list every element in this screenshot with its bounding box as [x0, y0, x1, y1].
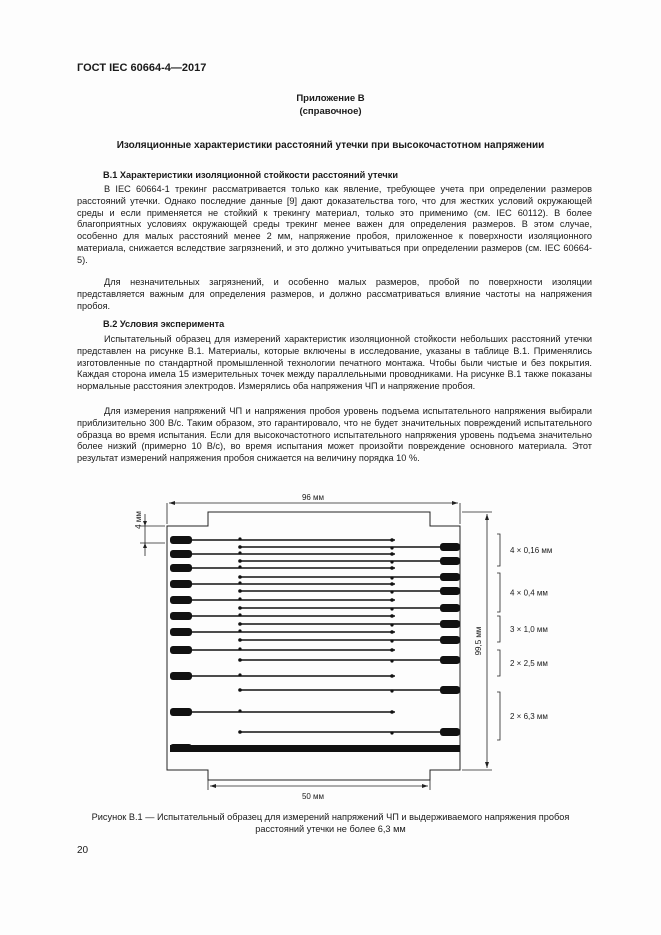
- standard-header: ГОСТ IEC 60664-4—2017: [77, 62, 207, 74]
- group-label: 3 × 1,0 мм: [510, 625, 548, 634]
- section-heading-b2: В.2 Условия эксперимента: [103, 319, 225, 329]
- electrode-row: [238, 543, 460, 551]
- electrode-row: [170, 612, 395, 620]
- section-heading-b1: В.1 Характеристики изоляционной стойкости расстояний утечки: [103, 170, 398, 180]
- paragraph: Для незначительных загрязнений, и особенно малых размеров, пробой по поверхности изоляции представляется важным для определения размеров, и должно рассматриваться влияние частоты на напряжения пробоя.: [77, 277, 592, 311]
- dim-top-width: 96 мм: [301, 493, 325, 502]
- electrode-row: [238, 604, 460, 612]
- electrode-row: [238, 636, 460, 644]
- group-brace: [497, 650, 548, 676]
- group-brace: [497, 692, 548, 740]
- figure-caption: [0, 811, 661, 835]
- electrode-row: [238, 656, 460, 664]
- electrode-row: [170, 536, 395, 544]
- electrode-row: [170, 596, 395, 604]
- dim-bottom-width: 50 мм: [301, 792, 325, 801]
- group-brace: [497, 573, 548, 612]
- caption-line-1: Рисунок В.1 — Испытательный образец для измерений напряжений ЧП и выдерживаемого напряжения пробоя: [91, 812, 570, 822]
- group-braces: [497, 534, 552, 740]
- group-brace: [497, 534, 552, 566]
- paragraph: В IEC 60664-1 трекинг рассматривается только как явление, требующее учета при определении размеров расстояний утечки. Однако последние данные [9] дают доказательства того, что для жестких условий окружающей среды и если применяется не стойкий к трекингу материал, только это применимо (см. IEC 60112). В более благоприятных условиях окружающей среды трекинг менее важен для определения размеров. В этом случае, особенно для малых расстояний менее 2 мм, напряжение пробоя, приложенное к поверхности изоляционного материала, снижается вследствие загрязнений, и это должно учитываться при определении размеров (см. IEC 60664-5).: [77, 184, 592, 265]
- electrode-row: [170, 672, 395, 680]
- electrode-row: [238, 620, 460, 628]
- electrode-row: [170, 628, 395, 636]
- electrode-row: [238, 573, 460, 581]
- board-outline: [167, 512, 460, 780]
- electrode-row: [238, 686, 460, 694]
- electrode-row: [238, 728, 460, 736]
- group-label: 4 × 0,16 мм: [510, 546, 553, 555]
- appendix-note: (справочное): [299, 106, 362, 117]
- electrode-row: [170, 708, 395, 716]
- group-label: 2 × 6,3 мм: [510, 712, 548, 721]
- paragraph: Для измерения напряжений ЧП и напряжения пробоя уровень подъема испытательного напряжения выбирали приблизительно 300 В/с. Таким образом, это гарантировало, что не будет значительных повреждений испытательного образца во время испытания. Если для высокочастотного испытательного напряжения уровень подъема значительно более низкий (примерно 10 В/с), во время испытания может произойти повреждение основного материала. Этот результат измерений напряжения пробоя снижается на величину порядка 10 %.: [77, 406, 592, 464]
- electrode-row: [170, 550, 395, 558]
- document-title: Изоляционные характеристики расстояний утечки при высокочастотном напряжении: [116, 140, 545, 151]
- electrode-traces: [170, 536, 460, 752]
- electrode-row: [238, 587, 460, 595]
- electrode-row: [238, 557, 460, 565]
- caption-line-2: расстояний утечки не более 6,3 мм: [255, 824, 406, 834]
- dim-height: 99,5 мм: [474, 626, 483, 656]
- group-label: 4 × 0,4 мм: [510, 588, 548, 598]
- paragraph: Испытательный образец для измерений характеристик изоляционной стойкости небольших расстояний утечки представлен на рисунке В.1. Материалы, которые включены в исследование, указаны в таблице В.1. Применялись изготовленные по стандартной промышленной технологии печатного монтажа. Чтобы были чистые и без покрытия. Каждая сторона имела 15 измерительных точек между параллельными проводниками. На рисунке В.1 также показаны нормальные расстояния электродов. Измерялись оба напряжения ЧП и напряжение пробоя.: [77, 334, 592, 392]
- page-number: 20: [77, 845, 89, 856]
- electrode-row: [170, 580, 395, 588]
- electrode-row-bottom: [170, 745, 460, 752]
- electrode-row: [170, 564, 395, 572]
- group-label: 2 × 2,5 мм: [510, 659, 548, 668]
- electrode-row: [170, 646, 395, 654]
- dim-pad: 4 мм: [134, 511, 143, 529]
- appendix-title: Приложение В: [296, 93, 365, 104]
- group-brace: [497, 616, 548, 642]
